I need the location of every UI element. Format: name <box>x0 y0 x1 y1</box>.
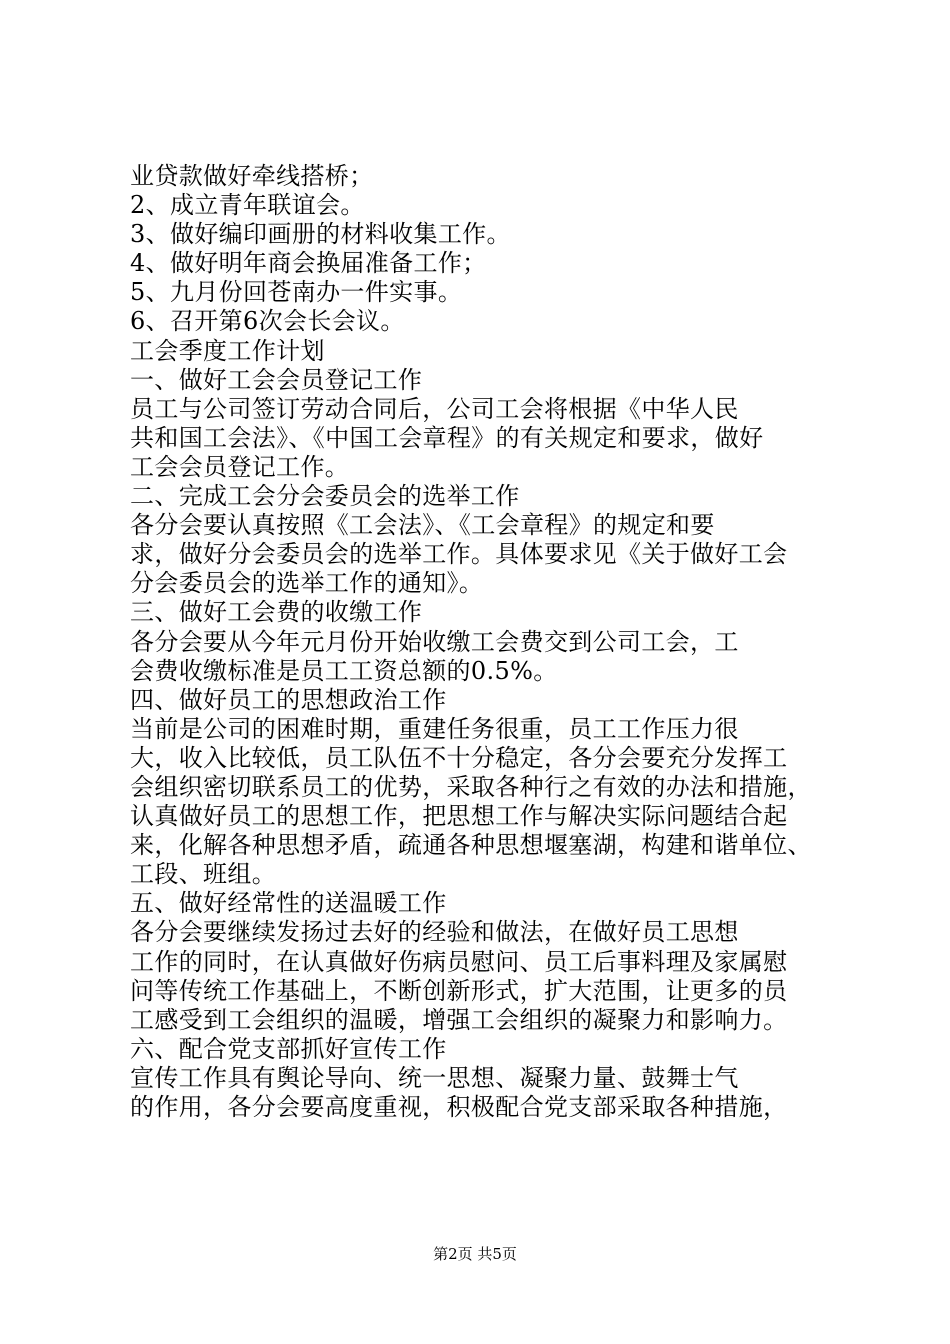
text-line: 各分会要认真按照《工会法》、《工会章程》的规定和要 <box>130 511 715 540</box>
text-line: 求，做好分会委员会的选举工作。具体要求见《关于做好工会 <box>130 540 788 569</box>
text-line: 各分会要继续发扬过去好的经验和做法，在做好员工思想 <box>130 918 739 947</box>
text-line: 工作的同时，在认真做好伤病员慰问、员工后事料理及家属慰 <box>130 947 788 976</box>
section-heading: 四、做好员工的思想政治工作 <box>130 685 447 714</box>
text-line: 问等传统工作基础上，不断创新形式，扩大范围，让更多的员 <box>130 976 788 1005</box>
text-line: 5、九月份回苍南办一件实事。 <box>130 278 463 307</box>
text-line: 业贷款做好牵线搭桥； <box>130 162 374 190</box>
text-line: 工会会员登记工作。 <box>130 452 350 481</box>
text-line: 工段、班组。 <box>130 860 277 889</box>
text-line: 会组织密切联系员工的优势，采取各种行之有效的办法和措施， <box>130 772 812 801</box>
text-line: 员工与公司签订劳动合同后，公司工会将根据《中华人民 <box>130 394 739 423</box>
text-line: 2、成立青年联谊会。 <box>130 191 365 220</box>
text-line: 宣传工作具有舆论导向、统一思想、凝聚力量、鼓舞士气 <box>130 1063 739 1092</box>
section-heading: 五、做好经常性的送温暖工作 <box>130 889 447 918</box>
text-line: 3、做好编印画册的材料收集工作。 <box>130 220 511 249</box>
text-line: 6、召开第6次会长会议。 <box>130 307 405 336</box>
document-body <box>130 162 830 1122</box>
text-line: 来，化解各种思想矛盾，疏通各种思想堰塞湖，构建和谐单位、 <box>130 831 812 860</box>
text-line: 会费收缴标准是员工工资总额的0.5%。 <box>130 656 558 685</box>
text-line: 认真做好员工的思想工作，把思想工作与解决实际问题结合起 <box>130 802 788 831</box>
section-heading: 二、完成工会分会委员会的选举工作 <box>130 482 520 511</box>
text-line: 的作用，各分会要高度重视，积极配合党支部采取各种措施， <box>130 1093 788 1121</box>
section-heading: 一、做好工会会员登记工作 <box>130 365 423 394</box>
section-heading: 三、做好工会费的收缴工作 <box>130 598 423 627</box>
text-line: 各分会要从今年元月份开始收缴工会费交到公司工会，工 <box>130 627 739 656</box>
text-line: 分会委员会的选举工作的通知》。 <box>130 569 484 598</box>
section-heading: 六、配合党支部抓好宣传工作 <box>130 1034 447 1063</box>
section-title: 工会季度工作计划 <box>130 336 325 365</box>
text-line: 大，收入比较低，员工队伍不十分稳定，各分会要充分发挥工 <box>130 743 788 772</box>
text-line: 工感受到工会组织的温暖，增强工会组织的凝聚力和影响力。 <box>130 1005 788 1034</box>
text-line: 共和国工会法》、《中国工会章程》的有关规定和要求，做好 <box>130 423 764 452</box>
page-number-footer: 第2页 共5页 <box>433 1245 517 1263</box>
text-line: 当前是公司的困难时期，重建任务很重，员工工作压力很 <box>130 714 739 743</box>
text-line: 4、做好明年商会换届准备工作； <box>130 249 487 278</box>
